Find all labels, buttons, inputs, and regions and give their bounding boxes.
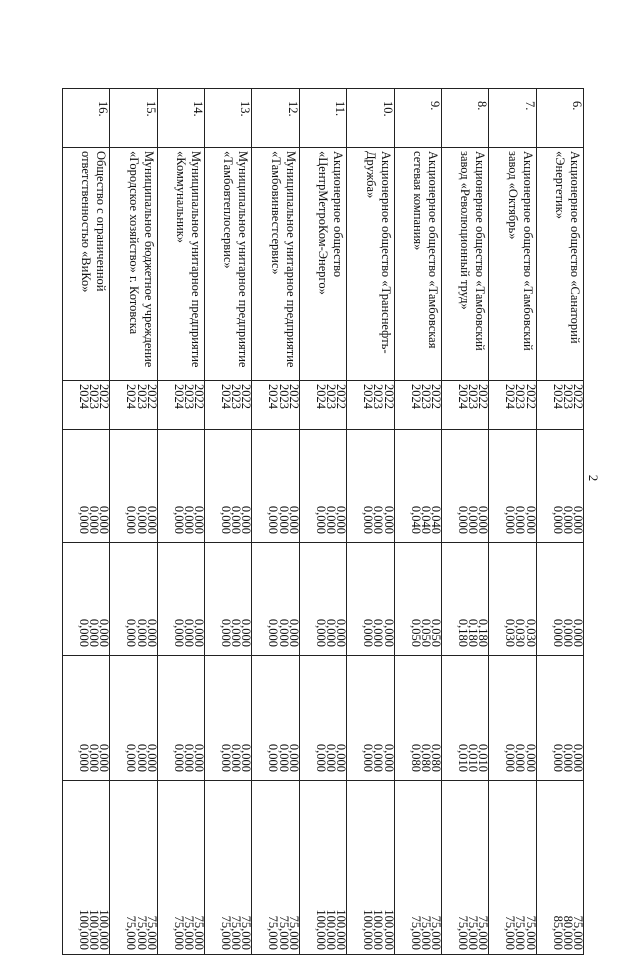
- value-col-2-value: 0,000: [560, 618, 575, 647]
- year-cell-value: 2023: [276, 384, 291, 409]
- year-cell: [205, 381, 252, 430]
- value-col-2: [205, 543, 252, 656]
- value-col-1: [347, 430, 394, 543]
- value-col-2: [299, 543, 349, 656]
- year-cell-value: 2024: [219, 384, 234, 409]
- value-col-4-value: 80,000: [560, 915, 575, 950]
- value-col-1-value: 0,000: [361, 505, 376, 534]
- value-col-4-value: 85,000: [550, 915, 565, 950]
- value-col-4: [441, 781, 491, 955]
- year-cell-value: 2022: [476, 384, 491, 409]
- value-col-2-value: 0,030: [513, 618, 528, 647]
- value-col-2-value: 0,180: [466, 618, 481, 647]
- value-col-4-value: 100,000: [371, 909, 386, 950]
- organization-name: Акционерное общество «ЦентрМетроКом-Энерго»: [299, 148, 346, 381]
- year-cell-value: 2024: [77, 384, 92, 409]
- row-number: 16.: [63, 89, 110, 148]
- row-number: 9.: [394, 89, 441, 148]
- value-col-2-value: 0,000: [124, 618, 139, 647]
- value-col-1: [489, 430, 536, 543]
- value-col-3: [157, 656, 207, 781]
- value-col-2: [110, 543, 157, 656]
- value-col-3-value: 0,000: [134, 743, 149, 772]
- table-row: [157, 89, 204, 955]
- value-col-2-value: 0,000: [334, 618, 349, 647]
- table-row: [536, 89, 583, 955]
- value-col-1-value: 0,000: [513, 505, 528, 534]
- value-col-4-value: 75,000: [571, 915, 585, 950]
- value-col-4: [205, 781, 252, 955]
- value-col-2: [394, 543, 441, 656]
- year-cell-value: 2023: [181, 384, 196, 409]
- value-col-3-value: 0,000: [276, 743, 291, 772]
- value-col-1-value: 0,000: [192, 505, 207, 534]
- year-cell-value: 2024: [171, 384, 186, 409]
- value-col-1-value: 0,000: [560, 505, 575, 534]
- value-col-2-value: 0,000: [229, 618, 244, 647]
- value-col-2-value: 0,000: [219, 618, 234, 647]
- year-cell-value: 2024: [266, 384, 281, 409]
- value-col-2: [489, 543, 536, 656]
- value-col-1-value: 0,000: [239, 505, 254, 534]
- year-cell: [441, 381, 491, 430]
- value-col-1-value: 0,000: [455, 505, 470, 534]
- value-col-4-value: 75,000: [513, 915, 528, 950]
- organization-name: Муниципальное бюджетное учреждение «Городское хозяйство» г. Котовска: [110, 148, 157, 381]
- value-col-1: [536, 430, 583, 543]
- organization-name: Акционерное общество «Санаторий «Энергетик»: [536, 148, 583, 381]
- row-number: 11.: [299, 89, 346, 148]
- value-col-3-value: 0,000: [550, 743, 565, 772]
- year-cell-value: 2023: [560, 384, 575, 409]
- value-col-3-value: 0,000: [371, 743, 386, 772]
- table-row: [252, 89, 299, 955]
- value-col-4-value: 75,000: [192, 915, 207, 950]
- value-col-1-value: 0,000: [266, 505, 281, 534]
- year-cell: [489, 381, 536, 430]
- value-col-1-value: 0,000: [77, 505, 92, 534]
- page-number: 2: [586, 474, 601, 482]
- year-cell-value: 2022: [523, 384, 538, 409]
- value-col-4-value: 100,000: [313, 909, 328, 950]
- value-col-3-value: 0,000: [313, 743, 328, 772]
- year-cell: [347, 381, 394, 430]
- row-number: 13.: [205, 89, 252, 148]
- value-col-4: [157, 781, 207, 955]
- value-col-2: [252, 543, 299, 656]
- table-row: [489, 89, 536, 955]
- year-cell-value: 2022: [144, 384, 159, 409]
- year-cell: [252, 381, 299, 430]
- value-col-4-value: 75,000: [181, 915, 196, 950]
- value-col-1: [205, 430, 252, 543]
- year-cell-value: 2024: [361, 384, 376, 409]
- value-col-2: [347, 543, 394, 656]
- value-col-3-value: 0,000: [523, 743, 538, 772]
- value-col-4-value: 75,000: [286, 915, 301, 950]
- emissions-table: [62, 88, 584, 955]
- year-cell-value: 2024: [408, 384, 423, 409]
- value-col-4-value: 100,000: [381, 909, 396, 950]
- value-col-2-value: 0,000: [276, 618, 291, 647]
- value-col-1-value: 0,000: [134, 505, 149, 534]
- value-col-3-value: 0,080: [408, 743, 423, 772]
- value-col-1-value: 0,000: [97, 505, 112, 534]
- value-col-3-value: 0,010: [466, 743, 481, 772]
- value-col-4: [299, 781, 349, 955]
- value-col-4-value: 75,000: [229, 915, 244, 950]
- value-col-2-value: 0,180: [455, 618, 470, 647]
- row-number: 10.: [347, 89, 394, 148]
- table-row: [394, 89, 441, 955]
- value-col-2-value: 0,050: [418, 618, 433, 647]
- value-col-2: [441, 543, 491, 656]
- value-col-4-value: 75,000: [239, 915, 254, 950]
- value-col-3-value: 0,000: [97, 743, 112, 772]
- value-col-3-value: 0,080: [428, 743, 443, 772]
- year-cell-value: 2022: [571, 384, 585, 409]
- value-col-3-value: 0,000: [87, 743, 102, 772]
- value-col-3: [299, 656, 349, 781]
- row-number: 6.: [536, 89, 583, 148]
- value-col-1: [110, 430, 157, 543]
- value-col-3-value: 0,010: [476, 743, 491, 772]
- year-cell-value: 2023: [87, 384, 102, 409]
- table-row: [441, 89, 488, 955]
- value-col-4-value: 75,000: [408, 915, 423, 950]
- value-col-3-value: 0,000: [334, 743, 349, 772]
- value-col-4-value: 100,000: [334, 909, 349, 950]
- year-cell: [299, 381, 349, 430]
- value-col-1-value: 0,000: [476, 505, 491, 534]
- row-number: 8.: [441, 89, 488, 148]
- year-cell-value: 2023: [371, 384, 386, 409]
- year-cell-value: 2022: [192, 384, 207, 409]
- value-col-1-value: 0,000: [313, 505, 328, 534]
- value-col-4-value: 75,000: [219, 915, 234, 950]
- value-col-4: [394, 781, 441, 955]
- value-col-1-value: 0,000: [550, 505, 565, 534]
- year-cell-value: 2024: [313, 384, 328, 409]
- organization-name: Муниципальное унитарное предприятие «Тамбовтеплосервис»: [205, 148, 252, 381]
- value-col-4-value: 75,000: [455, 915, 470, 950]
- row-number: 7.: [489, 89, 536, 148]
- value-col-3-value: 0,080: [418, 743, 433, 772]
- value-col-1-value: 0,040: [408, 505, 423, 534]
- value-col-1-value: 0,000: [371, 505, 386, 534]
- organization-name: Акционерное общество «Тамбовская сетевая компания»: [394, 148, 441, 381]
- value-col-2-value: 0,000: [550, 618, 565, 647]
- value-col-1: [441, 430, 491, 543]
- organization-name: Акционерное общество «Тамбовский завод «Революционный труд»: [441, 148, 488, 381]
- value-col-2-value: 0,180: [476, 618, 491, 647]
- value-col-3-value: 0,000: [219, 743, 234, 772]
- year-cell-value: 2024: [124, 384, 139, 409]
- year-cell: [536, 381, 583, 430]
- value-col-4-value: 100,000: [97, 909, 112, 950]
- year-cell-value: 2023: [418, 384, 433, 409]
- value-col-1-value: 0,000: [181, 505, 196, 534]
- value-col-1-value: 0,000: [219, 505, 234, 534]
- row-number: 12.: [252, 89, 299, 148]
- year-cell: [157, 381, 207, 430]
- year-cell-value: 2022: [334, 384, 349, 409]
- value-col-1-value: 0,000: [571, 505, 585, 534]
- year-cell-value: 2022: [428, 384, 443, 409]
- value-col-4-value: 75,000: [418, 915, 433, 950]
- value-col-1-value: 0,000: [381, 505, 396, 534]
- value-col-4-value: 75,000: [503, 915, 518, 950]
- value-col-2-value: 0,000: [371, 618, 386, 647]
- value-col-3: [489, 656, 536, 781]
- value-col-2-value: 0,000: [77, 618, 92, 647]
- year-cell-value: 2024: [503, 384, 518, 409]
- value-col-3-value: 0,000: [286, 743, 301, 772]
- value-col-1: [252, 430, 299, 543]
- value-col-2-value: 0,000: [361, 618, 376, 647]
- value-col-3: [205, 656, 252, 781]
- table-row: [110, 89, 157, 955]
- value-col-3-value: 0,000: [77, 743, 92, 772]
- value-col-3: [536, 656, 583, 781]
- value-col-2-value: 0,000: [181, 618, 196, 647]
- value-col-3-value: 0,000: [192, 743, 207, 772]
- rotated-table-wrapper: [62, 88, 585, 950]
- value-col-4: [347, 781, 394, 955]
- value-col-3-value: 0,000: [381, 743, 396, 772]
- value-col-3-value: 0,000: [239, 743, 254, 772]
- value-col-2: [157, 543, 207, 656]
- value-col-3: [347, 656, 394, 781]
- organization-name: Акционерное общество «Тамбовский завод «Октябрь»: [489, 148, 536, 381]
- value-col-1-value: 0,000: [124, 505, 139, 534]
- value-col-3: [441, 656, 491, 781]
- value-col-2-value: 0,050: [408, 618, 423, 647]
- value-col-1: [63, 430, 110, 543]
- year-cell-value: 2022: [381, 384, 396, 409]
- organization-name: Муниципальное унитарное предприятие «Коммунальник»: [157, 148, 204, 381]
- value-col-4-value: 100,000: [324, 909, 339, 950]
- value-col-4-value: 75,000: [476, 915, 491, 950]
- organization-name: Общество с ограниченной ответственностью «ВиКо»: [63, 148, 110, 381]
- value-col-2-value: 0,000: [97, 618, 112, 647]
- year-cell-value: 2022: [239, 384, 254, 409]
- value-col-3-value: 0,000: [124, 743, 139, 772]
- value-col-1: [299, 430, 349, 543]
- value-col-3-value: 0,000: [324, 743, 339, 772]
- value-col-1-value: 0,000: [286, 505, 301, 534]
- value-col-2-value: 0,000: [381, 618, 396, 647]
- value-col-2-value: 0,000: [87, 618, 102, 647]
- table-row: [63, 89, 110, 955]
- value-col-2-value: 0,000: [171, 618, 186, 647]
- value-col-2-value: 0,000: [239, 618, 254, 647]
- value-col-4: [536, 781, 583, 955]
- organization-name: Акционерное общество «Транснефть-Дружба»: [347, 148, 394, 381]
- value-col-1-value: 0,000: [171, 505, 186, 534]
- value-col-4-value: 75,000: [428, 915, 443, 950]
- value-col-1-value: 0,040: [418, 505, 433, 534]
- value-col-4-value: 75,000: [266, 915, 281, 950]
- year-cell-value: 2023: [513, 384, 528, 409]
- value-col-2-value: 0,000: [313, 618, 328, 647]
- value-col-1-value: 0,000: [334, 505, 349, 534]
- value-col-4-value: 75,000: [171, 915, 186, 950]
- value-col-1-value: 0,000: [229, 505, 244, 534]
- value-col-1-value: 0,000: [144, 505, 159, 534]
- value-col-1-value: 0,000: [324, 505, 339, 534]
- value-col-3-value: 0,000: [571, 743, 585, 772]
- value-col-3: [252, 656, 299, 781]
- value-col-1: [157, 430, 207, 543]
- value-col-3-value: 0,000: [144, 743, 159, 772]
- value-col-2-value: 0,000: [324, 618, 339, 647]
- value-col-4-value: 100,000: [87, 909, 102, 950]
- year-cell: [110, 381, 157, 430]
- value-col-2-value: 0,000: [571, 618, 585, 647]
- value-col-4-value: 100,000: [77, 909, 92, 950]
- year-cell-value: 2022: [286, 384, 301, 409]
- value-col-3-value: 0,000: [171, 743, 186, 772]
- value-col-3-value: 0,000: [503, 743, 518, 772]
- value-col-1-value: 0,000: [466, 505, 481, 534]
- value-col-2-value: 0,030: [503, 618, 518, 647]
- value-col-3-value: 0,000: [560, 743, 575, 772]
- value-col-4-value: 100,000: [361, 909, 376, 950]
- year-cell-value: 2024: [550, 384, 565, 409]
- year-cell-value: 2022: [97, 384, 112, 409]
- value-col-1-value: 0,000: [276, 505, 291, 534]
- value-col-4-value: 75,000: [124, 915, 139, 950]
- value-col-2-value: 0,050: [428, 618, 443, 647]
- value-col-3: [63, 656, 110, 781]
- value-col-1: [394, 430, 441, 543]
- value-col-2-value: 0,000: [144, 618, 159, 647]
- year-cell: [63, 381, 110, 430]
- value-col-1-value: 0,040: [428, 505, 443, 534]
- value-col-4-value: 75,000: [144, 915, 159, 950]
- value-col-4-value: 75,000: [466, 915, 481, 950]
- value-col-2-value: 0,000: [286, 618, 301, 647]
- value-col-3-value: 0,000: [513, 743, 528, 772]
- year-cell-value: 2023: [466, 384, 481, 409]
- row-number: 15.: [110, 89, 157, 148]
- value-col-2: [536, 543, 583, 656]
- organization-name: Муниципальное унитарное предприятие «Тамбовинвестсервис»: [252, 148, 299, 381]
- value-col-3: [394, 656, 441, 781]
- value-col-4-value: 75,000: [523, 915, 538, 950]
- year-cell-value: 2024: [455, 384, 470, 409]
- row-number: 14.: [157, 89, 204, 148]
- value-col-2-value: 0,000: [266, 618, 281, 647]
- year-cell-value: 2023: [229, 384, 244, 409]
- value-col-1-value: 0,000: [87, 505, 102, 534]
- value-col-3-value: 0,000: [229, 743, 244, 772]
- value-col-4-value: 75,000: [276, 915, 291, 950]
- value-col-4: [252, 781, 299, 955]
- value-col-4: [63, 781, 110, 955]
- value-col-4-value: 75,000: [134, 915, 149, 950]
- year-cell-value: 2023: [134, 384, 149, 409]
- year-cell: [394, 381, 441, 430]
- value-col-2-value: 0,030: [523, 618, 538, 647]
- value-col-1-value: 0,000: [503, 505, 518, 534]
- year-cell-value: 2023: [324, 384, 339, 409]
- value-col-4: [489, 781, 536, 955]
- table-row: [205, 89, 252, 955]
- value-col-2: [63, 543, 110, 656]
- value-col-3-value: 0,000: [181, 743, 196, 772]
- value-col-2-value: 0,000: [192, 618, 207, 647]
- value-col-4: [110, 781, 157, 955]
- value-col-3-value: 0,010: [455, 743, 470, 772]
- value-col-3: [110, 656, 157, 781]
- value-col-3-value: 0,000: [266, 743, 281, 772]
- table-row: [299, 89, 346, 955]
- table-row: [347, 89, 394, 955]
- value-col-2-value: 0,000: [134, 618, 149, 647]
- value-col-1-value: 0,000: [523, 505, 538, 534]
- value-col-3-value: 0,000: [361, 743, 376, 772]
